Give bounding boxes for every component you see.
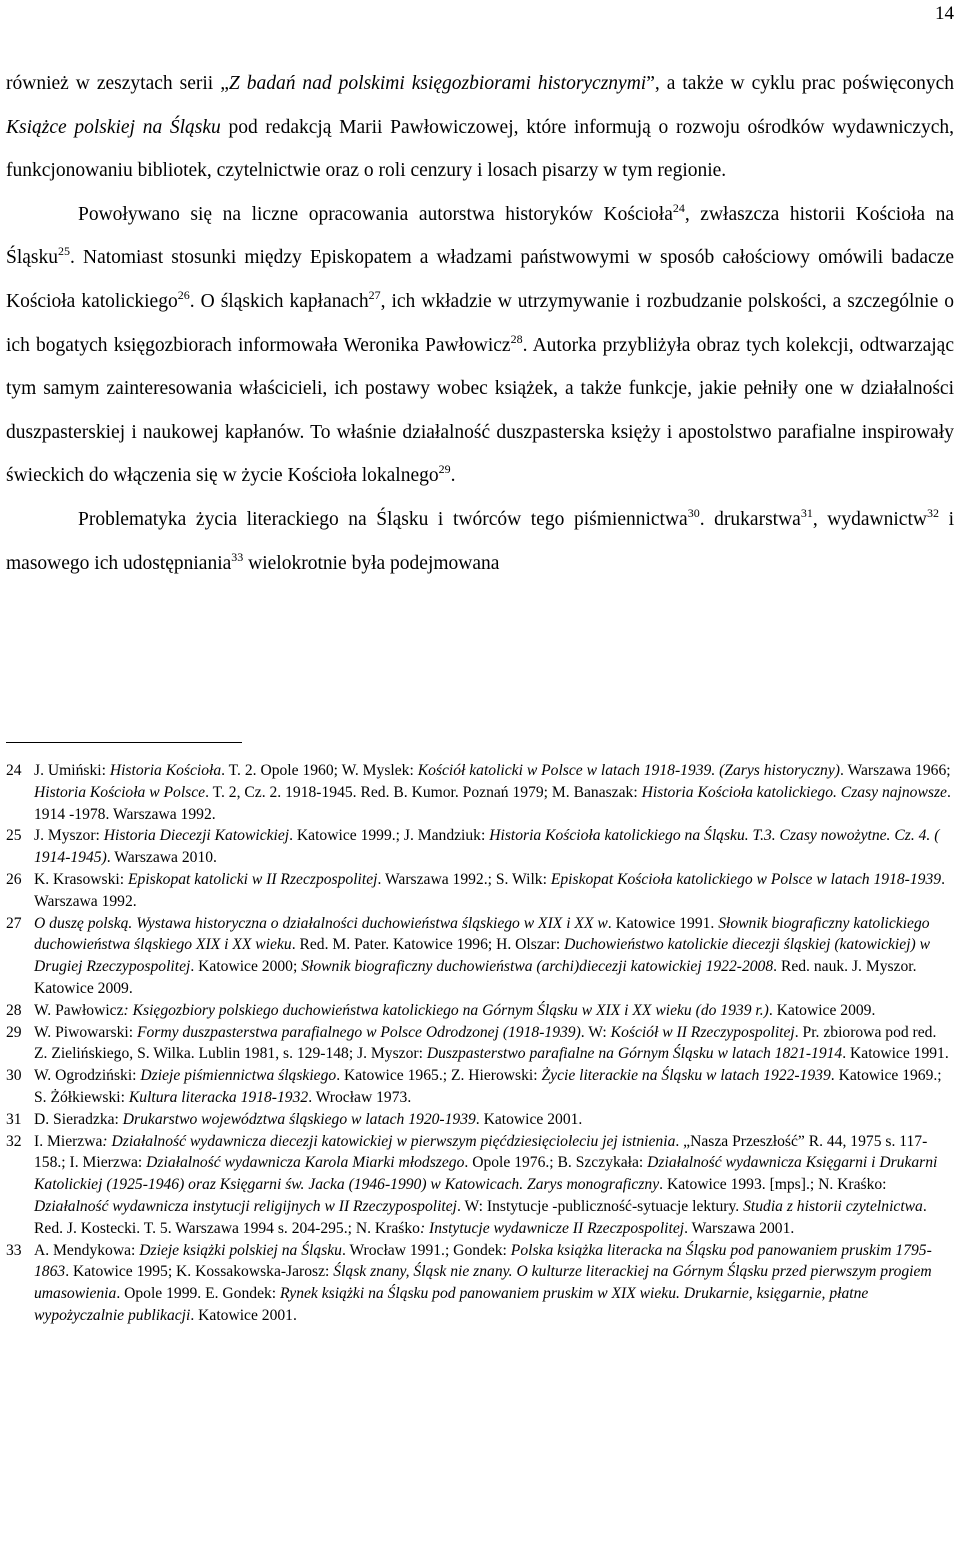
italic-text: Działalność wydawnicza Księgarni i Drukarni Katolickiej (1925-1946) oraz Księgarni św. Jacka (1946-1990) w Katowicach. Zarys monograficzny: [34, 1154, 938, 1194]
text-run: . Katowice 1995; K. Kossakowska-Jarosz:: [65, 1263, 334, 1281]
text-run: . Katowice 2001.: [190, 1306, 297, 1324]
italic-text: Słownik biograficzny katolickiego duchowieństwa śląskiego XIX i XX wieku: [34, 914, 930, 954]
text-run: . Katowice 1965.; Z. Hierowski:: [336, 1067, 542, 1085]
footnote-text: [34, 1109, 952, 1131]
text-run: D. Sieradzka:: [34, 1110, 123, 1128]
footnote-number: 25: [6, 827, 22, 845]
text-run: W. Pawłowicz: [34, 1001, 124, 1019]
text-run: . Katowice 1999.; J. Mandziuk:: [289, 827, 490, 845]
italic-text: Drukarstwo województwa śląskiego w latach 1920-1939: [122, 1110, 476, 1128]
text-run: . Red. J. Kostecki. T. 5. Warszawa 1994 s. 204-295.; N. Kraśko: [34, 1197, 927, 1237]
italic-text: Historia Kościoła: [109, 762, 222, 779]
text-run: K. Krasowski:: [34, 870, 128, 888]
footnote-ref: 25: [58, 244, 71, 259]
italic-text: Z badań nad polskimi księgozbiorami historycznymi: [228, 73, 647, 94]
text-run: i masowego ich udostępniania: [6, 508, 954, 574]
footnote-ref: 26: [177, 287, 190, 302]
footnote: [6, 1065, 952, 1109]
text-run: . Katowice 2001.: [475, 1110, 583, 1128]
text-run: . Katowice 2009.: [768, 1001, 876, 1019]
italic-text: Historia Diecezji Katowickiej: [103, 827, 290, 845]
footnote-text: [34, 1065, 952, 1109]
text-run: A. Mendykowa:: [34, 1241, 140, 1259]
text-run: . W: Instytucje -publiczność-sytuacje lektury.: [457, 1197, 744, 1215]
text-run: wielokrotnie była podejmowana: [243, 552, 500, 574]
footnote: [6, 1022, 952, 1066]
text-run: Problematyka życia literackiego na Śląsku i twórców tego piśmiennictwa: [78, 508, 688, 530]
text-run: . O śląskich kapłanach: [189, 290, 369, 312]
footnote-ref: 32: [926, 505, 939, 520]
italic-text: Studia z historii czytelnictwa: [743, 1197, 923, 1215]
text-run: pod redakcją Marii Pawłowiczowej, które informują o rozwoju ośrodków wydawniczych, funkcjonowaniu bibliotek, czytelnictwie oraz o roli cenzury i losach pisarzy w tym regionie.: [6, 116, 954, 182]
text-run: . Katowice 1969.; S. Żółkiewski:: [34, 1067, 942, 1106]
footnote-text: [34, 760, 952, 825]
footnote-ref: 28: [510, 331, 523, 346]
text-run: . T. 2, Cz. 2. 1918-1945. Red. B. Kumor. Poznań 1979; M. Banaszak:: [205, 783, 642, 801]
text-run: . Wrocław 1973.: [308, 1088, 412, 1106]
italic-text: Słownik biograficzny duchowieństwa (archi)diecezji katowickiej 1922-2008: [301, 958, 774, 976]
text-run: J. Myszor:: [34, 827, 104, 845]
footnote: [6, 1000, 952, 1022]
italic-text: Formy duszpasterstwa parafialnego w Polsce Odrodzonej (1918-1939): [136, 1023, 581, 1041]
footnote-text: [34, 1022, 952, 1066]
body-paragraph: [6, 498, 954, 585]
body-paragraph: [6, 193, 954, 498]
text-run: . Pr. zbiorowa pod red. Z. Zielińskiego, S. Wilka. Lublin 1981, s. 129-148; J. Myszor:: [34, 1023, 937, 1063]
text-run: . Warszawa 2010.: [106, 849, 217, 867]
footnote-number: 30: [6, 1067, 22, 1085]
text-run: . T. 2. Opole 1960; W. Myslek:: [221, 762, 418, 779]
page-number: 14: [935, 3, 954, 24]
text-run: , wydawnictw: [812, 508, 927, 530]
italic-text: Duszpasterstwo parafialne na Górnym Śląsku w latach 1821-1914: [426, 1045, 843, 1063]
text-run: I. Mierzwa: [34, 1132, 103, 1150]
footnote-number: 26: [6, 870, 22, 888]
italic-text: O duszę polską. Wystawa historyczna o działalności duchowieństwa śląskiego w XIX i XX w: [34, 914, 608, 932]
italic-text: Kultura literacka 1918-1932: [128, 1088, 309, 1106]
italic-text: : Instytucje wydawnicze II Rzeczpospolitej: [419, 1219, 685, 1237]
italic-text: Polska książka literacka na Śląsku pod panowaniem pruskim 1795-1863: [34, 1241, 932, 1281]
text-run: J. Umiński:: [34, 762, 110, 779]
footnote-number: 32: [6, 1132, 22, 1150]
footnote: [6, 825, 952, 869]
text-run: . Red. M. Pater. Katowice 1996; H. Olszar:: [291, 936, 565, 954]
italic-text: Śląsk znany, Śląsk nie znany. O kulturze literackiej na Górnym Śląsku przed pierwszym progiem umasowienia: [34, 1263, 932, 1303]
footnote-ref: 33: [231, 549, 244, 564]
footnote-ref: 30: [687, 505, 700, 520]
text-run: W. Piwowarski:: [34, 1023, 137, 1041]
footnote: [6, 1109, 952, 1131]
italic-text: Duchowieństwo katolickie diecezji śląskiej (katowickiej) w Drugiej Rzeczypospolitej: [34, 936, 931, 976]
italic-text: Historia Kościoła katolickiego na Śląsku. T.3. Czasy nowożytne. Cz. 4. ( 1914-1945): [34, 827, 940, 867]
text-run: . Katowice 1993. [mps].; N. Kraśko:: [659, 1176, 887, 1194]
italic-text: Kościół w II Rzeczypospolitej: [610, 1023, 795, 1041]
footnote-ref: 31: [800, 505, 813, 520]
text-run: . Warszawa 1966;: [839, 762, 951, 779]
italic-text: Historia Kościoła w Polsce: [34, 783, 206, 801]
italic-text: Działalność wydawnicza Karola Miarki młodszego: [146, 1154, 465, 1172]
italic-text: Episkopat katolicki w II Rzeczpospolitej: [128, 870, 378, 888]
body-text: [6, 62, 954, 585]
text-run: ”, a także w cyklu prac poświęconych: [646, 73, 954, 94]
italic-text: Kościół katolicki w Polsce w latach 1918-1939. (Zarys historyczny): [417, 762, 840, 779]
footnote-number: 33: [6, 1241, 22, 1259]
footnote-text: [34, 1131, 952, 1240]
footnote-text: [34, 825, 952, 869]
body-paragraph: [6, 62, 954, 193]
text-run: . Warszawa 1992.; S. Wilk:: [377, 870, 551, 888]
text-run: . „Nasza Przeszłość” R. 44, 1975 s. 117-158.; I. Mierzwa:: [34, 1132, 928, 1172]
text-run: . Warszawa 1992.: [34, 870, 945, 910]
text-run: . Natomiast stosunki między Episkopatem a władzami państwowymi w sposób całościowy omówili badacze Kościoła katolickiego: [6, 247, 954, 312]
text-run: . 1914 -1978. Warszawa 1992.: [34, 783, 951, 823]
footnote-ref: 24: [672, 200, 685, 215]
italic-text: Książce polskiej na Śląsku: [6, 116, 221, 138]
italic-text: Dzieje piśmiennictwa śląskiego: [140, 1067, 337, 1085]
italic-text: Historia Kościoła katolickiego. Czasy najnowsze: [641, 783, 947, 801]
italic-text: Działalność wydawnicza instytucji religijnych w II Rzeczypospolitej: [34, 1197, 457, 1215]
italic-text: : Księgozbiory polskiego duchowieństwa katolickiego na Górnym Śląsku w XIX i XX wieku (do 1939 r.): [123, 1001, 769, 1019]
footnote-number: 29: [6, 1023, 22, 1041]
text-run: również w zeszytach serii „: [6, 73, 229, 94]
text-run: . Katowice 2000;: [190, 958, 302, 976]
text-run: . Warszawa 2001.: [684, 1219, 795, 1237]
text-run: , zwłaszcza historii Kościoła na Śląsku: [6, 203, 954, 269]
footnote: [6, 1240, 952, 1327]
text-run: .: [450, 465, 456, 487]
footnote-number: 24: [6, 762, 22, 779]
text-run: . drukarstwa: [699, 508, 801, 530]
italic-text: Episkopat Kościoła katolickiego w Polsce w latach 1918-1939: [550, 870, 942, 888]
footnote-number: 27: [6, 914, 22, 932]
italic-text: Rynek książki na Śląsku pod panowaniem pruskim w XIX wieku. Drukarnie, księgarnie, płatne wypożyczalnie publikacji: [34, 1285, 869, 1324]
footnote-number: 28: [6, 1001, 22, 1019]
footnote-text: [34, 913, 952, 1000]
footnotes: [6, 760, 952, 1327]
footnote: [6, 1131, 952, 1240]
italic-text: : Działalność wydawnicza diecezji katowickiej w pierwszym pięćdziesięcioleciu jej istnienia: [102, 1132, 676, 1150]
text-run: Powoływano się na liczne opracowania autorstwa historyków Kościoła: [78, 203, 673, 225]
footnote-ref: 27: [368, 287, 381, 302]
footnote: [6, 760, 952, 825]
footnote-separator: [6, 742, 242, 743]
text-run: . Katowice 1991.: [842, 1045, 949, 1063]
text-run: . Wrocław 1991.; Gondek:: [341, 1241, 511, 1259]
italic-text: Życie literackie na Śląsku w latach 1922-1939: [541, 1067, 831, 1085]
footnote-text: [34, 1240, 952, 1327]
footnote-ref: 29: [438, 462, 451, 477]
text-run: . Red. nauk. J. Myszor. Katowice 2009.: [34, 958, 917, 997]
footnote: [6, 869, 952, 913]
text-run: . W:: [580, 1023, 611, 1041]
text-run: . Autorka przybliżyła obraz tych kolekcji, odtwarzając tym samym zainteresowania właścicieli, ich postawy wobec książek, a także funkcje, jakie pełniły one w działalności duszpasterskiej i naukowej kapłanów. To właśnie działalność duszpasterska księży i apostolstwo parafialne inspirowały świeckich do włączenia się w życie Kościoła lokalnego: [6, 334, 954, 487]
footnote-text: [34, 869, 952, 913]
text-run: . Katowice 1991.: [607, 914, 719, 932]
italic-text: Dzieje książki polskiej na Śląsku: [139, 1241, 342, 1259]
text-run: W. Ogrodziński:: [34, 1067, 141, 1085]
text-run: , ich wkładzie w utrzymywanie i rozbudzanie polskości, a szczególnie o ich bogatych księgozbiorach informowała Weronika Pawłowicz: [6, 290, 954, 356]
text-run: . Opole 1976.; B. Szczykała:: [464, 1154, 648, 1172]
footnote: [6, 913, 952, 1000]
text-run: . Opole 1999. E. Gondek:: [116, 1285, 281, 1303]
footnote-text: [34, 1000, 952, 1022]
footnote-number: 31: [6, 1110, 22, 1128]
